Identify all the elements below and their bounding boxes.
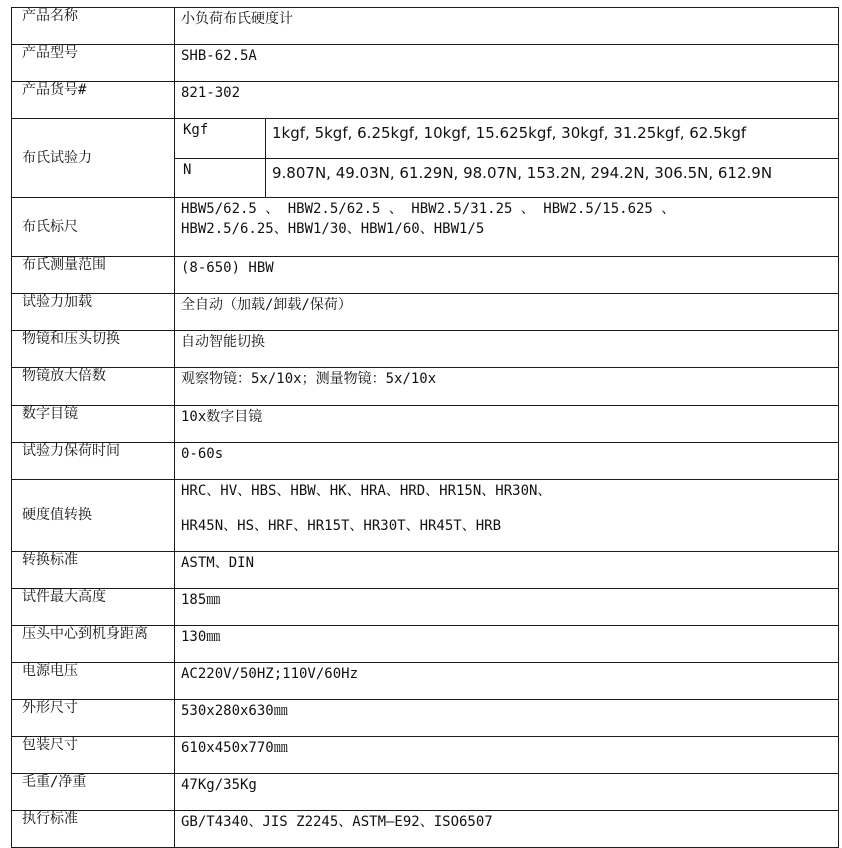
row-value: 观察物镜：5x/10x；测量物镜：5x/10x (175, 368, 839, 406)
row-value-n: 9.807N, 49.03N, 61.29N, 98.07N, 153.2N, 294.2N, 306.5N, 612.9N (266, 159, 839, 198)
row-value: SHB-62.5A (175, 45, 839, 82)
row-label: 产品货号# (12, 82, 175, 119)
unit-label-n: N (175, 159, 266, 198)
table-row (12, 257, 839, 294)
unit-label-kgf: Kgf (175, 119, 266, 159)
table-row (12, 700, 839, 737)
table-row (12, 626, 839, 663)
row-label: 试验力保荷时间 (12, 443, 175, 480)
row-value: 185㎜ (175, 589, 839, 626)
row-label: 电源电压 (12, 663, 175, 700)
row-value: 0-60s (175, 443, 839, 480)
table-row (12, 589, 839, 626)
row-value: 130㎜ (175, 626, 839, 663)
table-row (12, 294, 839, 331)
row-label: 物镜放大倍数 (12, 368, 175, 406)
table-row (12, 663, 839, 700)
table-row (12, 331, 839, 368)
row-value-kgf: 1kgf, 5kgf, 6.25kgf, 10kgf, 15.625kgf, 30kgf, 31.25kgf, 62.5kgf (266, 119, 839, 159)
row-label: 试件最大高度 (12, 589, 175, 626)
row-value: 821-302 (175, 82, 839, 119)
table-row (12, 8, 839, 45)
row-value: HRC、HV、HBS、HBW、HK、HRA、HRD、HR15N、HR30N、 HR45N、HS、HRF、HR15T、HR30T、HR45T、HRB (175, 480, 839, 552)
row-value: 全自动（加载/卸载/保荷） (175, 294, 839, 331)
row-value: ASTM、DIN (175, 552, 839, 589)
table-row (12, 774, 839, 811)
table-row (12, 443, 839, 480)
row-label: 包装尺寸 (12, 737, 175, 774)
row-label: 产品型号 (12, 45, 175, 82)
row-label: 外形尺寸 (12, 700, 175, 737)
row-label: 布氏试验力 (12, 119, 175, 198)
table-row (12, 45, 839, 82)
row-label: 布氏标尺 (12, 198, 175, 257)
row-value: AC220V/50HZ;110V/60Hz (175, 663, 839, 700)
row-label: 产品名称 (12, 8, 175, 45)
table-row (12, 811, 839, 848)
row-value: 小负荷布氏硬度计 (175, 8, 839, 45)
table-row (12, 480, 839, 552)
row-label: 执行标准 (12, 811, 175, 848)
row-label: 布氏测量范围 (12, 257, 175, 294)
row-value: GB/T4340、JIS Z2245、ASTM—E92、ISO6507 (175, 811, 839, 848)
table-row (12, 552, 839, 589)
row-value: 610x450x770㎜ (175, 737, 839, 774)
row-value: 10x数字目镜 (175, 406, 839, 443)
table-row (12, 198, 839, 257)
table-row (12, 737, 839, 774)
row-label: 毛重/净重 (12, 774, 175, 811)
row-label: 数字目镜 (12, 406, 175, 443)
row-value: HBW5/62.5 、 HBW2.5/62.5 、 HBW2.5/31.25 、 HBW2.5/15.625 、 HBW2.5/6.25、HBW1/30、HBW1/60、HBW1/5 (175, 198, 839, 257)
table-row (12, 406, 839, 443)
table-row (12, 119, 839, 159)
table-row (12, 82, 839, 119)
row-label: 压头中心到机身距离 (12, 626, 175, 663)
spec-table (11, 7, 839, 848)
row-value: 530x280x630㎜ (175, 700, 839, 737)
row-label: 硬度值转换 (12, 480, 175, 552)
row-value: 47Kg/35Kg (175, 774, 839, 811)
row-label: 试验力加载 (12, 294, 175, 331)
row-value: (8-650) HBW (175, 257, 839, 294)
row-value: 自动智能切换 (175, 331, 839, 368)
row-label: 物镜和压头切换 (12, 331, 175, 368)
table-row (12, 368, 839, 406)
row-label: 转换标准 (12, 552, 175, 589)
